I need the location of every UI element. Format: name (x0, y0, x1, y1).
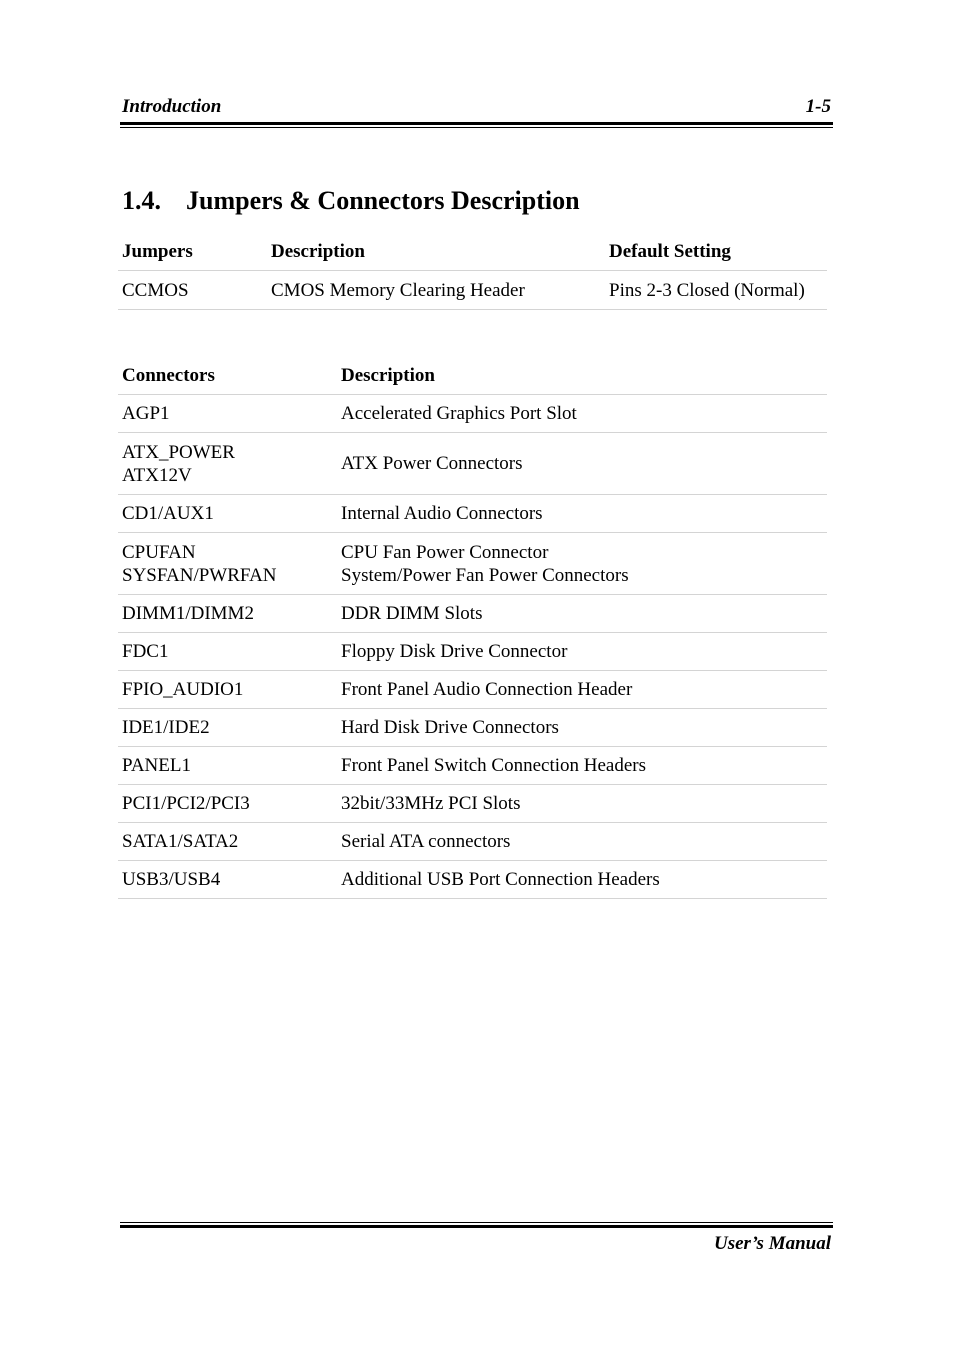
connector-name: ATX12V (122, 464, 192, 486)
connector-description-cell (337, 495, 827, 533)
connector-name: SATA1/SATA2 (122, 831, 239, 852)
connector-description-cell (337, 595, 827, 633)
connector-description: Internal Audio Connectors (341, 503, 543, 524)
connector-name-cell (118, 595, 337, 633)
connector-name: IDE1/IDE2 (122, 717, 210, 738)
connector-name-cell (118, 861, 337, 899)
table-row (118, 495, 827, 533)
table-row (118, 271, 827, 310)
connector-name: CPUFAN (122, 541, 196, 563)
connector-name-cell (118, 395, 337, 433)
connector-description-cell (337, 671, 827, 709)
jumpers-col-header: Description (267, 234, 605, 271)
table-row (118, 633, 827, 671)
jumpers-table (118, 234, 827, 310)
connector-description-cell (337, 785, 827, 823)
table-row (118, 533, 827, 595)
connector-name: PCI1/PCI2/PCI3 (122, 793, 250, 814)
connector-description: 32bit/33MHz PCI Slots (341, 793, 521, 814)
connector-description: ATX Power Connectors (341, 453, 523, 474)
connector-description: Accelerated Graphics Port Slot (341, 403, 577, 424)
connector-name-cell (118, 633, 337, 671)
header-page-number: 1-5 (805, 96, 831, 117)
connector-name: PANEL1 (122, 755, 191, 776)
jumpers-col-header: Jumpers (118, 234, 267, 271)
section-number: 1.4. (122, 186, 161, 215)
header-rule-thin (120, 127, 833, 128)
connector-description: Floppy Disk Drive Connector (341, 641, 568, 662)
connector-name-cell (118, 671, 337, 709)
footer-rule-thick (120, 1225, 833, 1228)
table-row (118, 709, 827, 747)
jumpers-header-row (118, 234, 827, 271)
connector-name-cell (118, 495, 337, 533)
connector-description: Front Panel Audio Connection Header (341, 679, 633, 700)
connector-name: CD1/AUX1 (122, 503, 214, 524)
connector-name: SYSFAN/PWRFAN (122, 564, 277, 586)
connector-name: FPIO_AUDIO1 (122, 679, 244, 700)
connector-description-cell (337, 861, 827, 899)
page-footer: User’s Manual (713, 1233, 831, 1254)
section-title: Jumpers & Connectors Description (186, 186, 580, 215)
connectors-col-header: Description (337, 358, 827, 395)
connector-name-cell (118, 433, 337, 495)
connector-description-cell (337, 747, 827, 785)
connector-description-cell (337, 395, 827, 433)
table-row (118, 595, 827, 633)
table-row (118, 395, 827, 433)
connector-description: CPU Fan Power Connector (341, 541, 549, 563)
connector-description: System/Power Fan Power Connectors (341, 564, 629, 586)
header-section-name: Introduction (122, 96, 222, 117)
connector-name-cell (118, 785, 337, 823)
table-row (118, 747, 827, 785)
jumper-name-cell: CCMOS (118, 271, 267, 310)
table-row (118, 823, 827, 861)
connector-name: ATX_POWER (122, 441, 235, 463)
table-row (118, 433, 827, 495)
connector-description: DDR DIMM Slots (341, 603, 483, 624)
connector-name-cell (118, 823, 337, 861)
section-heading (122, 186, 580, 216)
connector-description-cell (337, 533, 827, 595)
page-header (120, 96, 833, 120)
jumper-default-cell: Pins 2-3 Closed (Normal) (605, 271, 827, 310)
connector-description-cell (337, 433, 827, 495)
connector-description-cell (337, 633, 827, 671)
connectors-table (118, 358, 827, 899)
header-rule-thick (120, 122, 833, 125)
table-row (118, 861, 827, 899)
connector-name: DIMM1/DIMM2 (122, 603, 254, 624)
jumpers-col-header: Default Setting (605, 234, 827, 271)
connector-name: FDC1 (122, 641, 169, 662)
connector-name-cell (118, 709, 337, 747)
connector-description: Serial ATA connectors (341, 831, 511, 852)
connector-name-cell (118, 747, 337, 785)
connectors-col-header: Connectors (118, 358, 337, 395)
footer-rule-thin (120, 1222, 833, 1223)
table-row (118, 785, 827, 823)
connector-name: AGP1 (122, 403, 170, 424)
connector-name-cell (118, 533, 337, 595)
table-row (118, 671, 827, 709)
connectors-header-row (118, 358, 827, 395)
jumper-description-cell: CMOS Memory Clearing Header (267, 271, 605, 310)
connector-name: USB3/USB4 (122, 869, 221, 890)
connector-description-cell (337, 709, 827, 747)
connector-description: Front Panel Switch Connection Headers (341, 755, 647, 776)
connector-description-cell (337, 823, 827, 861)
connector-description: Hard Disk Drive Connectors (341, 717, 559, 738)
connector-description: Additional USB Port Connection Headers (341, 869, 660, 890)
